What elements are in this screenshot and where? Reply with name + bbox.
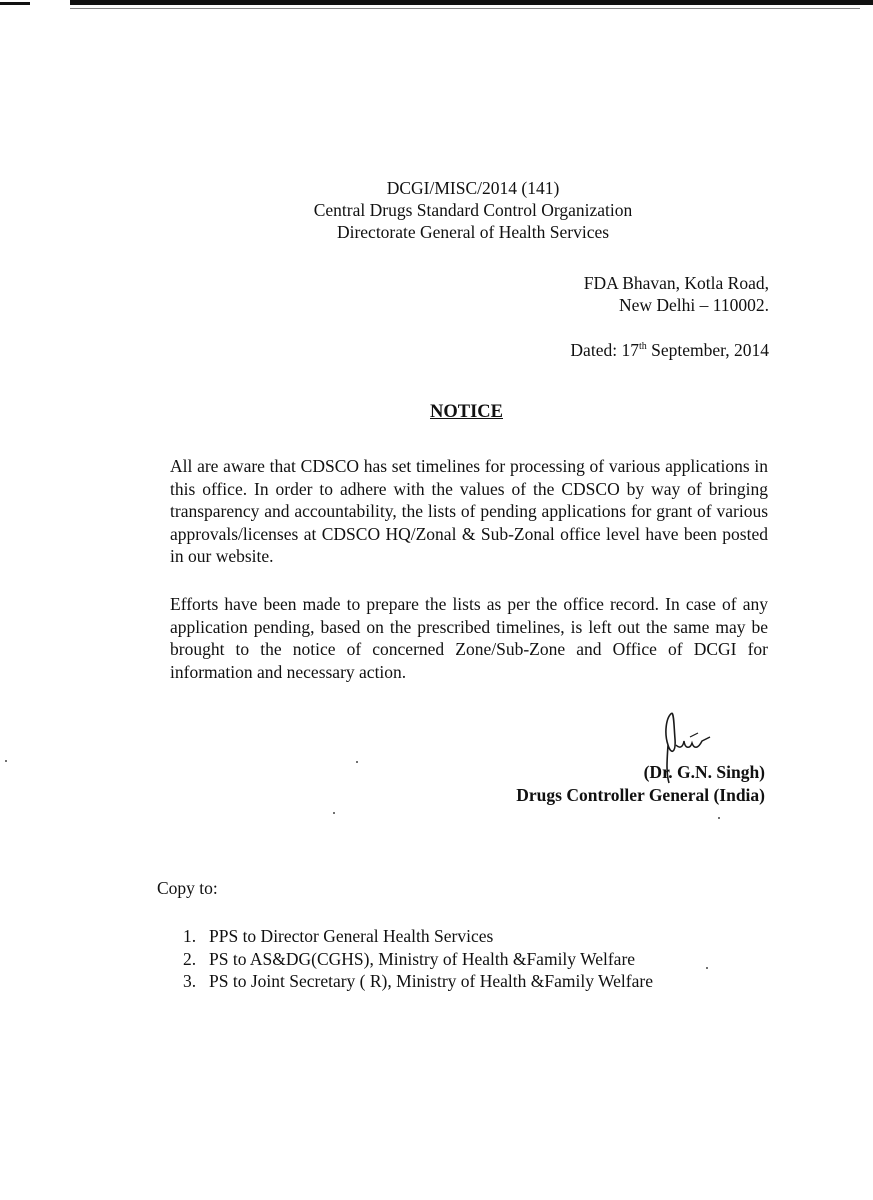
organization-name: Central Drugs Standard Control Organization <box>313 200 633 220</box>
address-line-1: FDA Bhavan, Kotla Road, <box>583 273 769 293</box>
scan-top-border <box>70 0 873 5</box>
notice-heading: NOTICE <box>430 402 503 422</box>
copy-to-label: Copy to: <box>157 878 218 898</box>
scan-speck <box>356 761 358 763</box>
document-header <box>0 177 873 243</box>
list-item <box>183 925 653 948</box>
list-number: 1. <box>183 926 197 946</box>
signatory-title: Drugs Controller General (India) <box>516 785 765 805</box>
scan-speck <box>706 967 708 969</box>
date-line <box>570 340 769 361</box>
list-item <box>183 970 653 993</box>
list-number: 2. <box>183 948 197 969</box>
date-suffix: September, 2014 <box>646 340 769 360</box>
list-item <box>183 948 653 971</box>
list-text: PS to Joint Secretary ( R), Ministry of Health &Family Welfare <box>209 971 653 991</box>
paragraph-2: Efforts have been made to prepare the lists as per the office record. In case of any application pending, based on the prescribed timelines, is left out the same may be brought to the notice of concerned Zone/Sub-Zone and Office of DCGI for information and necessary action. <box>170 594 768 682</box>
scan-top-mark <box>0 2 30 5</box>
copy-to-list <box>183 925 653 993</box>
reference-number: DCGI/MISC/2014 (141) <box>386 178 560 198</box>
date-ordinal: th <box>638 341 647 352</box>
list-number: 3. <box>183 971 197 991</box>
scan-top-line <box>70 8 860 9</box>
office-address <box>584 272 769 316</box>
list-text: PS to AS&DG(CGHS), Ministry of Health &Family Welfare <box>209 948 636 969</box>
directorate-name: Directorate General of Health Services <box>336 222 610 242</box>
list-text: PPS to Director General Health Services <box>209 926 494 946</box>
address-line-2: New Delhi – 110002. <box>618 295 769 315</box>
paragraph-1: All are aware that CDSCO has set timelines for processing of various applications in this office. In order to adhere with the values of the CDSCO by way of bringing transparency and accountability, the lists of pending applications for grant of various approvals/licenses at CDSCO HQ/Zonal & Sub-Zonal office level have been posted in our website. <box>170 456 768 566</box>
date-prefix: Dated: 17 <box>570 340 639 360</box>
scan-speck <box>718 817 720 819</box>
scan-speck <box>5 760 7 762</box>
scan-speck <box>333 812 335 814</box>
signatory-name: (Dr. G.N. Singh) <box>643 762 765 782</box>
